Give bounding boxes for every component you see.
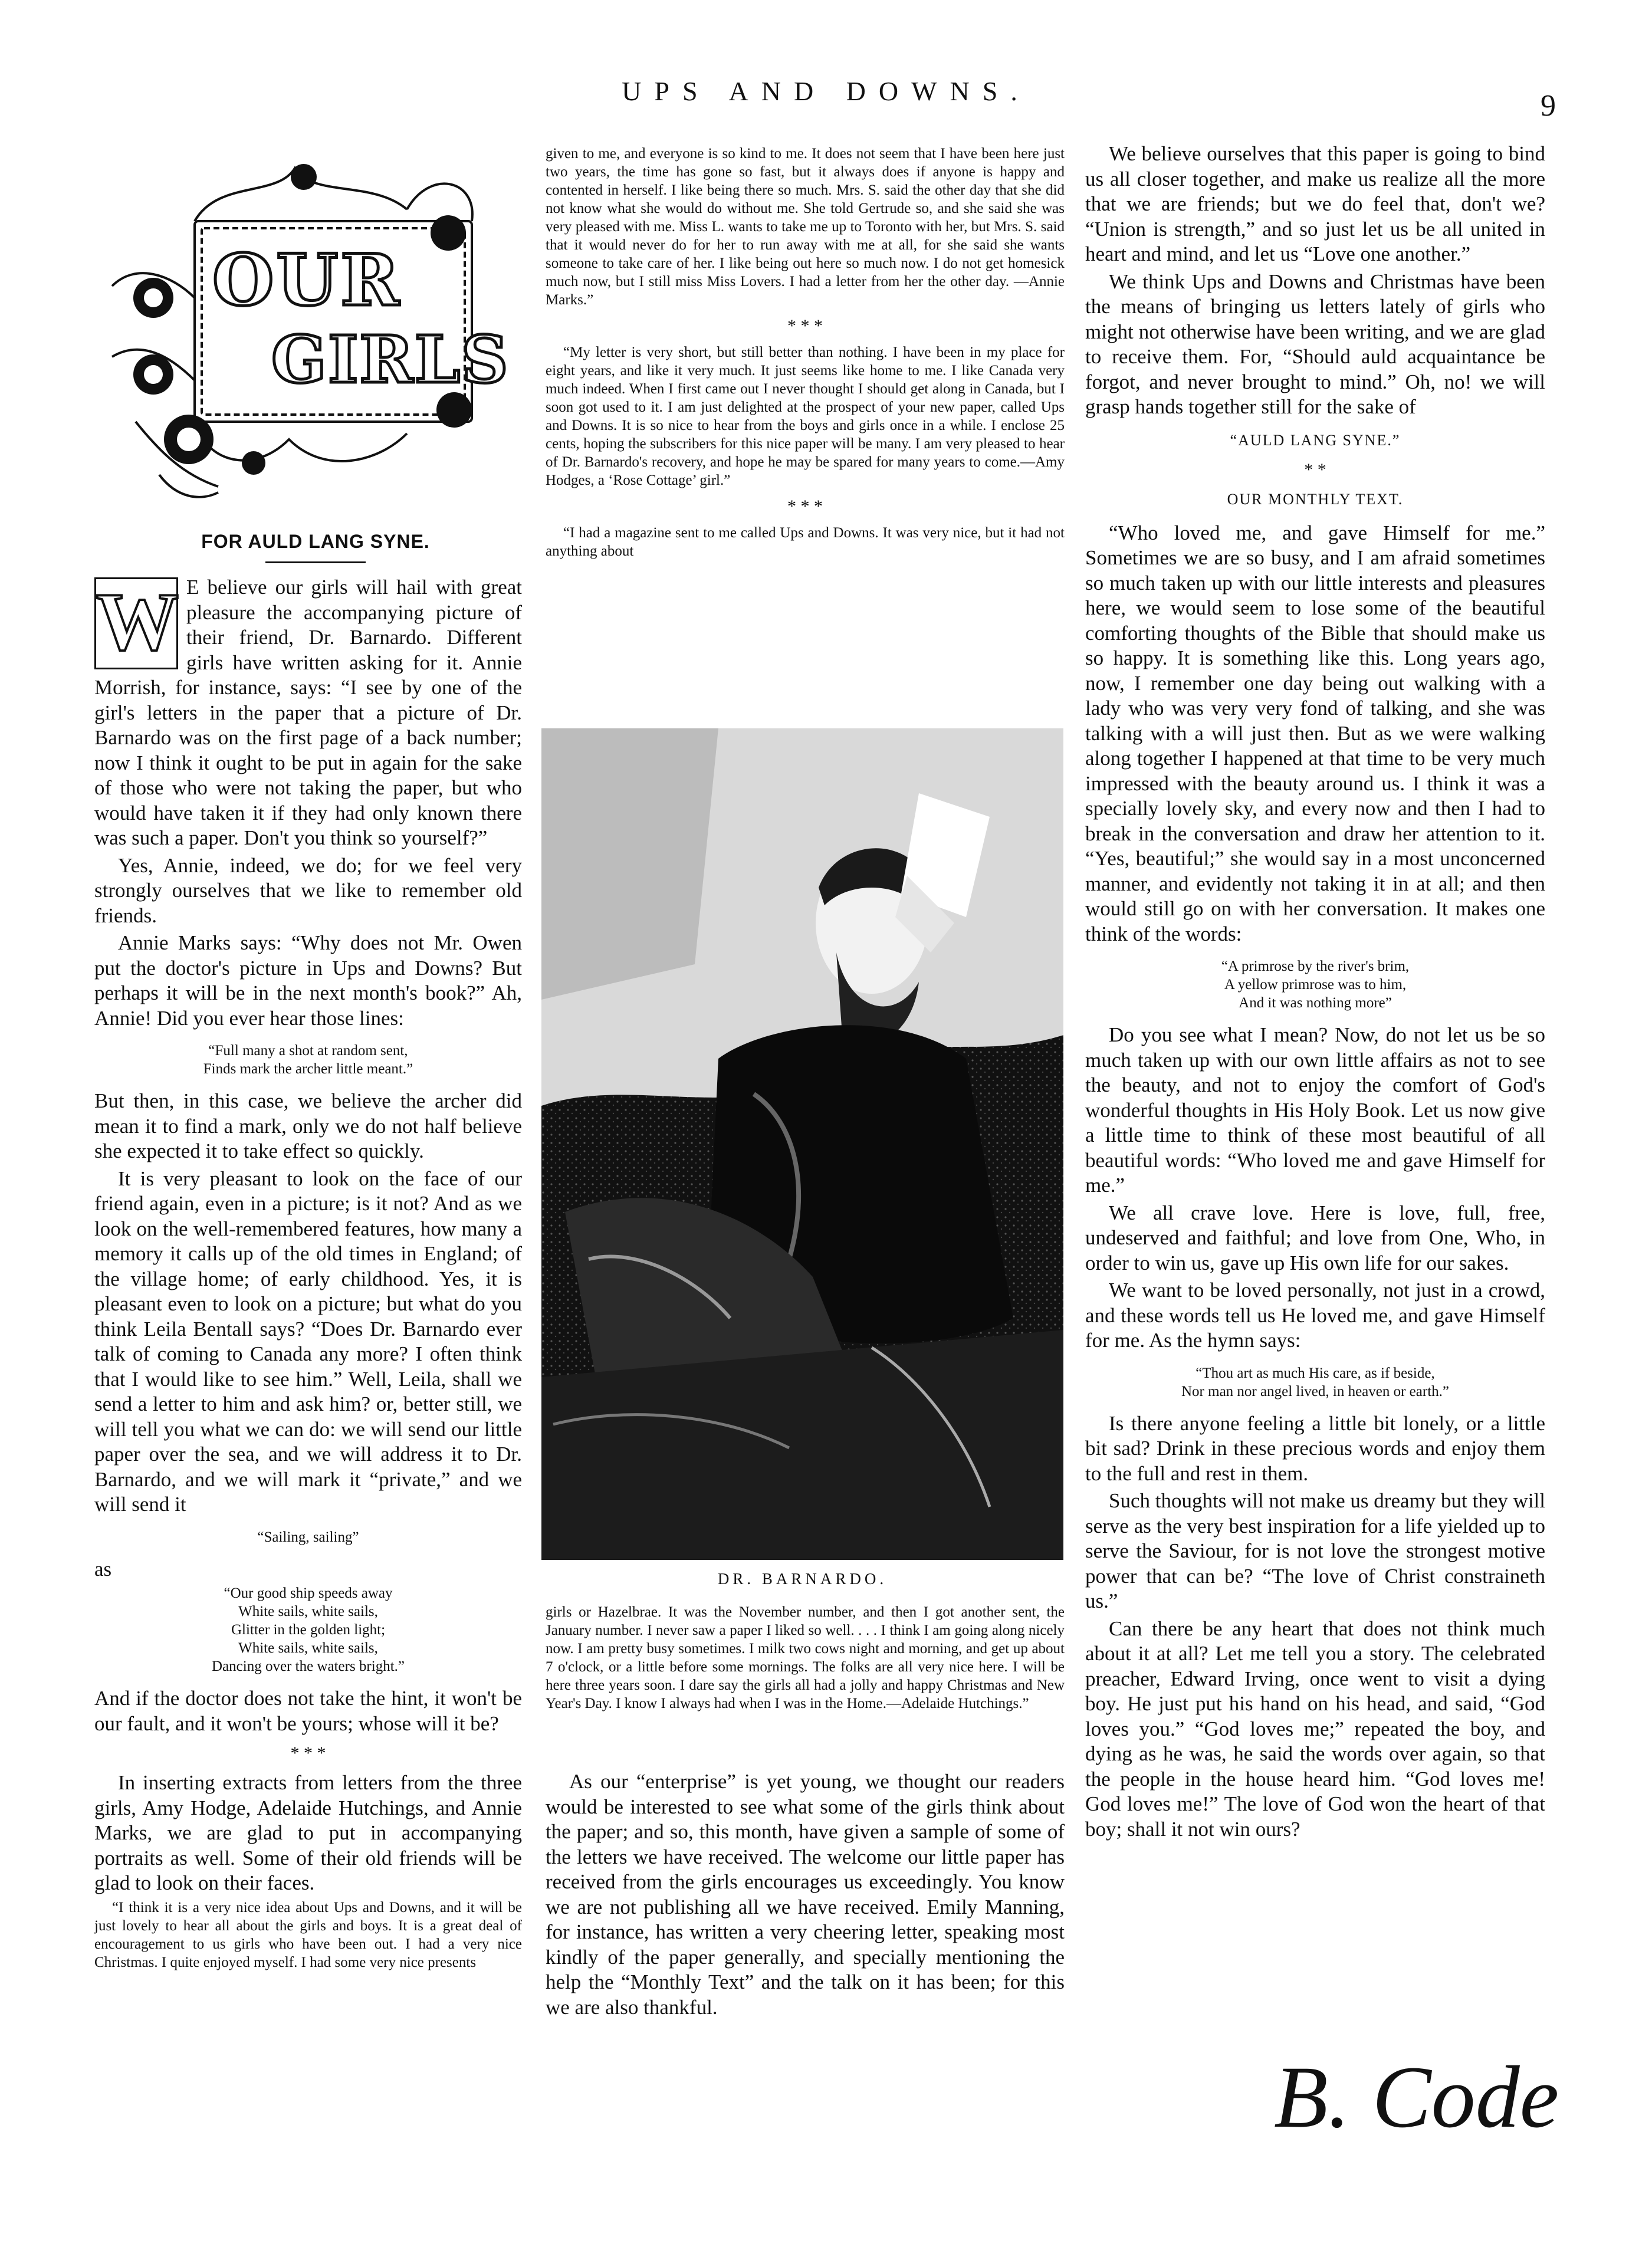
letter-text: “I think it is a very nice idea about Ups and Downs, and it will be just lovely to hear all about the girls and boys. It is a great deal of encouragement to us girls who have been out. I had a very nice Christmas. I quite enjoyed myself. I had some very nice presents [94, 1899, 522, 1970]
verse-line: White sails, white sails, [238, 1604, 378, 1619]
page-number: 9 [1541, 89, 1556, 123]
paragraph: We believe ourselves that this paper is going to bind us all closer together, and make us realize all the more that we are friends; but we do feel that, don't we? “Union is strength,” and so just let us be all united in heart and mind, and let us “Love one another.” [1085, 142, 1545, 265]
verse-line: Dancing over the waters bright.” [212, 1658, 405, 1674]
verse-line: And it was nothing more” [1239, 995, 1392, 1011]
column-2-enterprise [546, 1769, 1065, 2022]
banner-word-girls: GIRLS [271, 321, 510, 398]
paragraph: Such thoughts will not make us dreamy but they will serve as the very best inspiration for a life yielded up to serve the Saviour, for is not love the strongest motive power that can be? “The love of Christ constraineth us.” [1085, 1489, 1545, 1612]
column-2-top [546, 144, 1065, 563]
verse-line: “Our good ship speeds away [224, 1585, 393, 1601]
column-3 [1085, 142, 1545, 1844]
portrait-photo [541, 728, 1063, 1560]
paragraph: Is there anyone feeling a little bit lonely, or a little bit sad? Drink in these precious words and enjoy them to the full and rest in them. [1085, 1411, 1545, 1485]
drop-cap: W [94, 577, 178, 669]
paragraph: It is very pleasant to look on the face of our friend again, even in a picture; is it not? And as we look on the well-remembered features, how many a memory it calls up of the old times in England; of the village home; of early childhood. Yes, it is pleasant even to look on a picture; but what do you think Leila Bentall says? “Does Dr. Barnardo ever talk of coming to Canada any more? I often think that I would like to see him.” Well, Leila, shall we send a letter to him and ask him? or, better still, we will tell you what we can do: we will send our little paper over the sea, and we will address it to Dr. Barnardo, and we will mark it “private,” and we will send it [94, 1167, 522, 1516]
paragraph: And if the doctor does not take the hint, it won't be our fault, and it won't be yours; whose will it be? [94, 1687, 522, 1735]
paragraph: But then, in this case, we believe the archer did mean it to find a mark, only we do not half believe she expected it to take effect so quickly. [94, 1089, 522, 1162]
letter-text: given to me, and everyone is so kind to me. It does not seem that I have been here just two years, the time has gone so fast, but it always does if anyone is happy and contented in herself. I like being there so much. Mrs. S. said the other day that she did not know what she would do without me. She told Gertrude so, and she said she was very pleased with me. Miss L. wants to take me up to Toronto with her, but Mrs. S. said that it would never do for her to run away with me at all, for she said she wants someone to take care of her. I like being out here so much now. I do not get homesick much now, but I still miss Miss Lovers. I had a letter from her the other day. —Annie Marks.” [546, 146, 1065, 308]
title-rule [265, 561, 366, 563]
paragraph: “Who loved me, and gave Himself for me.” Sometimes we are so busy, and I am afraid sometimes so much taken up with our little interests and pleasures here, we would seem to lose some of the beautiful comforting thoughts of the Bible that should make us so happy. It is something like this. Long years ago, now, I remember one day being out walking with a lady who was very very fond of talking, and she was talking with a will just then. But as we were walking along together I happened at that time to be very much impressed with the beauty around us. I think it was a specially lovely sky, and every now and then I had to break in the conversation and draw her attention to it. “Yes, beautiful;” she would say in a most unconcerned manner, and evidently not taking it in at all; and then would still go on with her conversation. It makes one think of the words: [1085, 521, 1545, 945]
paragraph: E believe our girls will hail with great pleasure the accompanying picture of their friend, Dr. Barnardo. Different girls have written asking for it. Annie Morrish, for instance, says: “I see by one of the girl's letters in the paper that a picture of Dr. Barnardo was on the first page of a back number; now I think it ought to be put in again for the sake of those who were not taking the paper, but who would have taken it if they had only known there was such a paper. Don't you think so yourself?” [94, 576, 522, 849]
paragraph: Annie Marks says: “Why does not Mr. Owen put the doctor's picture in Ups and Downs? But perhaps it will be in the next month's book?” Ah, Annie! Did you ever hear those lines: [94, 931, 522, 1030]
letter-extract [94, 1898, 522, 1972]
paragraph: Can there be any heart that does not think much about it at all? Let me tell you a story. The celebrated preacher, Edward Irving, once went to visit a dying boy. He just put his hand on his head, and said, “God loves you.” “God loves me;” repeated the boy, and dying as he was, he said the words over again, so that the people in the house heard him. “God loves me! God loves me!” The love of God won the heart of that boy; shall it not win ours? [1085, 1617, 1545, 1841]
verse-quote [94, 1042, 522, 1078]
song-title: “Sailing, sailing” [257, 1529, 359, 1545]
paragraph: We want to be loved personally, not just in a crowd, and these words tell us He loved me, and gave Himself for me. As the hymn says: [1085, 1279, 1545, 1352]
letter-text: “I had a magazine sent to me called Ups and Downs. It was very nice, but it had not anything about [546, 525, 1065, 559]
signature: B. Code [1274, 2048, 1559, 2146]
verse-line: White sails, white sails, [238, 1640, 378, 1656]
photo-caption: DR. BARNARDO. [717, 1570, 888, 1588]
verse-quote [1085, 1364, 1545, 1401]
verse-quote [1085, 957, 1545, 1012]
column-1 [94, 575, 522, 1974]
banner-word-our: OUR [212, 239, 402, 322]
our-girls-banner [100, 144, 510, 504]
paragraph: We think Ups and Downs and Christmas have been the means of bringing us letters lately of girls who might not otherwise have been writing, and we are glad to receive them. For, “Should auld acquaintance be forgot, and never brought to mind.” Oh, no! we will grasp hands together still for the sake of [1085, 270, 1545, 418]
letter-text: “My letter is very short, but still better than nothing. I have been in my place for eight years, and like it very much. It just seems like home to me. I like Canada very much indeed. When I first came out I never thought I should get along in Canada, but I soon got used to it. I am just delighted at the prospect of your new paper, called Ups and Downs. It is so nice to hear from the boys and girls once in a while. I enclose 25 cents, hoping the subscribers for this nice paper will be many. I am very pleased to hear of Dr. Barnardo's recovery, and hope he may be spared for many years to come.—Amy Hodges, a ‘Rose Cottage’ girl.” [546, 344, 1065, 488]
verse-line: “Thou art as much His care, as if beside, [1196, 1365, 1435, 1381]
monthly-text-heading: OUR MONTHLY TEXT. [1227, 491, 1404, 508]
column-2-bottom [546, 1603, 1065, 1715]
paragraph: Yes, Annie, indeed, we do; for we feel very strongly ourselves that we like to remember old friends. [94, 853, 522, 927]
as-word: as [94, 1557, 112, 1581]
section-title: FOR AULD LANG SYNE. [201, 531, 430, 552]
verse-line: “Full many a shot at random sent, [208, 1043, 408, 1059]
verse-line: “A primrose by the river's brim, [1221, 958, 1410, 974]
paragraph: Do you see what I mean? Now, do not let us be so much taken up with our own little affairs as not to see the beauty, and not to enjoy the comfort of God's wonderful thoughts in His Holy Book. Let us now give a little time to think of these most beautiful of all beautiful words: “Who loved me and gave Himself for me.” [1085, 1023, 1545, 1197]
paragraph: We all crave love. Here is love, full, free, undeserved and faithful; and love from One, Who, in order to win us, gave up His own life for our sakes. [1085, 1201, 1545, 1274]
section-stars: * * * [290, 1743, 326, 1763]
paragraph: In inserting extracts from letters from the three girls, Amy Hodge, Adelaide Hutchings, and Annie Marks, we are glad to put in accompanying portraits as well. Some of their old friends will be glad to look on their faces. [94, 1771, 522, 1894]
verse-quote [94, 1584, 522, 1676]
section-stars: * * [1304, 460, 1326, 479]
paragraph: As our “enterprise” is yet young, we thought our readers would be interested to see what some of the girls think about the paper; and so, this month, have given a sample of some of the letters we have received. The welcome our little paper has received from the girls encourages us exceedingly. You know we are not publishing all we have received. Emily Manning, for instance, has written a very cheering letter, speaking most kindly of the paper generally, and specially mentioning the help the “Monthly Text” and the talk on it has been; for this we are also thankful. [546, 1770, 1065, 2019]
verse-line: Nor man nor angel lived, in heaven or earth.” [1181, 1383, 1449, 1400]
section-stars: * * * [787, 316, 823, 336]
verse-line: Glitter in the golden light; [231, 1622, 386, 1638]
auld-lang-syne: “AULD LANG SYNE.” [1230, 431, 1401, 449]
letter-text: girls or Hazelbrae. It was the November number, and then I got another sent, the January number. I never saw a paper I liked so well. . . . I think I am going along nicely now. I am pretty busy sometimes. I milk two cows night and morning, and get up about 7 o'clock, or a little before some mornings. The folks are all very nice here. I will be here three years soon. I dare say the girls all had a jolly and happy Christmas and New Year's Day. I know I always had when I was in the Home.—Adelaide Hutchings.” [546, 1604, 1065, 1711]
running-title: UPS AND DOWNS. [622, 76, 1030, 106]
section-stars: * * * [787, 497, 823, 516]
verse-line: Finds mark the archer little meant.” [203, 1061, 413, 1077]
verse-line: A yellow primrose was to him, [1224, 977, 1407, 993]
